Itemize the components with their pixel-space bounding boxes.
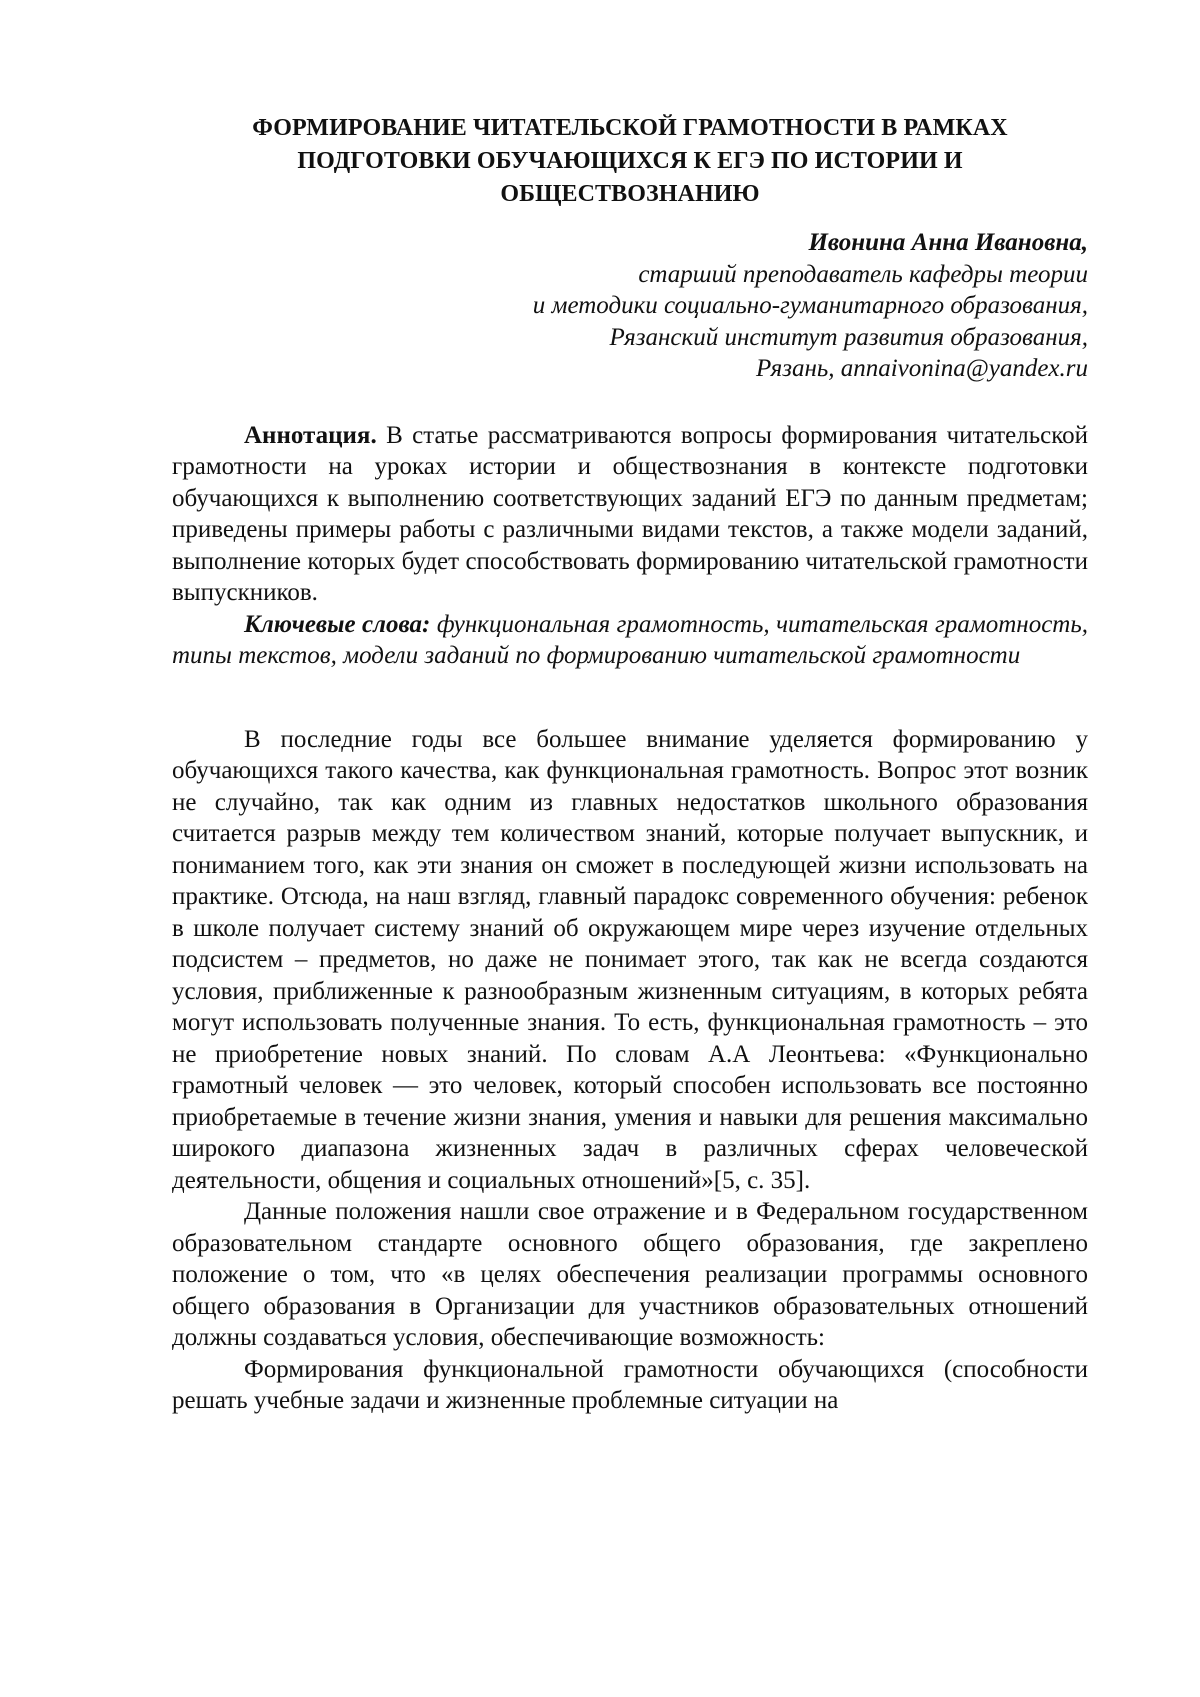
author-position: старший преподаватель кафедры теории bbox=[172, 259, 1088, 291]
document-page bbox=[0, 0, 1200, 1697]
keywords-label: Ключевые слова: bbox=[244, 611, 430, 638]
keywords-paragraph bbox=[172, 609, 1088, 672]
body-paragraph-3: Формирования функциональной грамотности обучающихся (способности решать учебные задачи и жизненные проблемные ситуации на bbox=[172, 1354, 1088, 1417]
author-name: Ивонина Анна Ивановна, bbox=[172, 227, 1088, 259]
body-paragraph-1: В последние годы все большее внимание уделяется формированию у обучающихся такого качества, как функциональная грамотность. Вопрос этот возник не случайно, так как одним из главных недостатков школьного образования считается разрыв между тем количеством знаний, которые получает выпускник, и пониманием того, как эти знания он сможет в последующей жизни использовать на практике. Отсюда, на наш взгляд, главный парадокс современного обучения: ребенок в школе получает систему знаний об окружающем мире через изучение отдельных подсистем – предметов, но даже не понимает этого, так как не всегда создаются условия, приближенные к разнообразным жизненным ситуациям, в которых ребята могут использовать полученные знания. То есть, функциональная грамотность – это не приобретение новых знаний. По словам А.А Леонтьева: «Функционально грамотный человек — это человек, который способен использовать все постоянно приобретаемые в течение жизни знания, умения и навыки для решения максимально широкого диапазона жизненных задач в различных сферах человеческой деятельности, общения и социальных отношений»[5, с. 35]. bbox=[172, 724, 1088, 1197]
author-department: и методики социально-гуманитарного образования, bbox=[172, 290, 1088, 322]
author-institution: Рязанский институт развития образования, bbox=[172, 322, 1088, 354]
abstract-text: В статье рассматриваются вопросы формирования читательской грамотности на уроках истории и обществознания в контексте подготовки обучающихся к выполнению соответствующих заданий ЕГЭ по данным предметам; приведены примеры работы с различными видами текстов, а также модели заданий, выполнение которых будет способствовать формированию читательской грамотности выпускников. bbox=[172, 422, 1088, 607]
abstract-label: Аннотация. bbox=[244, 422, 377, 449]
abstract-paragraph bbox=[172, 420, 1088, 609]
keywords-text: функциональная грамотность, читательская грамотность, типы текстов, модели заданий по формированию читательской грамотности bbox=[172, 611, 1088, 670]
body-paragraph-2: Данные положения нашли свое отражение и в Федеральном государственном образовательном стандарте основного общего образования, где закреплено положение о том, что «в целях обеспечения реализации программы основного общего образования в Организации для участников образовательных отношений должны создаваться условия, обеспечивающие возможность: bbox=[172, 1196, 1088, 1354]
author-info bbox=[172, 227, 1088, 385]
author-city-email: Рязань, annaivonina@yandex.ru bbox=[172, 353, 1088, 385]
article-title: ФОРМИРОВАНИЕ ЧИТАТЕЛЬСКОЙ ГРАМОТНОСТИ В РАМКАХ ПОДГОТОВКИ ОБУЧАЮЩИХСЯ К ЕГЭ ПО ИСТОРИИ И ОБЩЕСТВОЗНАНИЮ bbox=[172, 112, 1088, 211]
